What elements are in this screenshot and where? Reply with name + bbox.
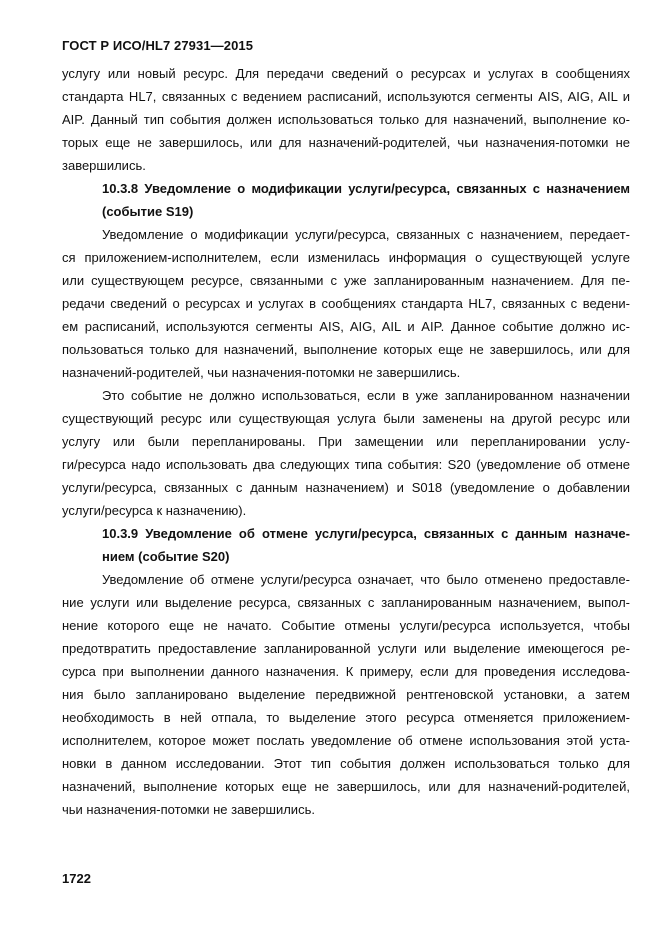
body-line: необходимость в ней отпала, то выделение этого ресурса отменяется приложением- — [62, 710, 630, 725]
body-line: ния было запланировано выделение передвижной рентгеновской установки, а затем — [62, 687, 630, 702]
body-line: исполнителем, которое может послать уведомление об отмене использования этой уста- — [62, 733, 630, 748]
body-line: новки в данном исследовании. Этот тип события должен использоваться только для — [62, 756, 630, 771]
body-line: пользоваться только для назначений, выполнение которых еще не завершилось, или для — [62, 342, 630, 357]
body-line: предотвратить предоставление запланированной услуги или выделение имеющегося ре- — [62, 641, 630, 656]
body-line: или существующем ресурсе, связанными с уже запланированным назначением. Для пе- — [62, 273, 630, 288]
body-line: чьи назначения-потомки не завершились. — [62, 802, 315, 817]
page-number: 1722 — [62, 871, 91, 886]
body-line: AIP. Данный тип события должен использоваться только для назначений, выполнение ко- — [62, 112, 630, 127]
body-line: сурса при выполнении данного назначения. К примеру, если для проведения исследова- — [62, 664, 630, 679]
body-line: существующий ресурс или существующая услуга были заменены на другой ресурс или — [62, 411, 630, 426]
body-line: услугу или были перепланированы. При замещении или перепланировании услу- — [62, 434, 630, 449]
body-line: торых еще не завершилось, или для назначений-родителей, чьи назначения-потомки не — [62, 135, 630, 150]
body-line: ем расписаний, используются сегменты AIS, AIG, AIL и AIP. Данное событие должно ис- — [62, 319, 630, 334]
standard-header: ГОСТ Р ИСО/HL7 27931—2015 — [62, 38, 254, 53]
body-line: стандарта HL7, связанных с ведением расписаний, используются сегменты AIS, AIG, AIL и — [62, 89, 630, 104]
body-line: ги/ресурса надо использовать два следующих типа события: S20 (уведомление об отмене — [62, 457, 630, 472]
body-line: услугу или новый ресурс. Для передачи сведений о ресурсах и услугах в сообщениях — [62, 66, 630, 81]
section-heading-10-3-8: 10.3.8 Уведомление о модификации услуги/ресурса, связанных с назначением — [102, 181, 630, 196]
section-heading-10-3-9: 10.3.9 Уведомление об отмене услуги/ресурса, связанных с данным назначе- — [102, 526, 630, 541]
body-line: назначений-родителей, чьи назначения-потомки не завершились. — [62, 365, 461, 380]
section-heading-10-3-9-cont: нием (событие S20) — [102, 549, 230, 564]
body-line: редачи сведений о ресурсах и услугах в сообщениях стандарта HL7, связанных с ведени- — [62, 296, 630, 311]
body-line: услуги/ресурса, связанных с данным назначением) и S018 (уведомление о добавлении — [62, 480, 630, 495]
body-line: назначений, выполнение которых еще не завершилось, или для назначений-родителей, — [62, 779, 630, 794]
section-heading-10-3-8-cont: (событие S19) — [102, 204, 194, 219]
body-line: завершились. — [62, 158, 146, 173]
body-line: Это событие не должно использоваться, если в уже запланированном назначении — [102, 388, 630, 403]
body-line: ние услуги или выделение ресурса, связанных с запланированным назначением, выпол- — [62, 595, 630, 610]
body-line: нение которого еще не начато. Событие отмены услуги/ресурса используется, чтобы — [62, 618, 630, 633]
body-line: ся приложением-исполнителем, если изменилась информация о существующей услуге — [62, 250, 630, 265]
body-line: Уведомление о модификации услуги/ресурса, связанных с назначением, передает- — [102, 227, 630, 242]
body-line: Уведомление об отмене услуги/ресурса означает, что было отменено предоставле- — [102, 572, 630, 587]
body-line: услуги/ресурса к назначению). — [62, 503, 247, 518]
